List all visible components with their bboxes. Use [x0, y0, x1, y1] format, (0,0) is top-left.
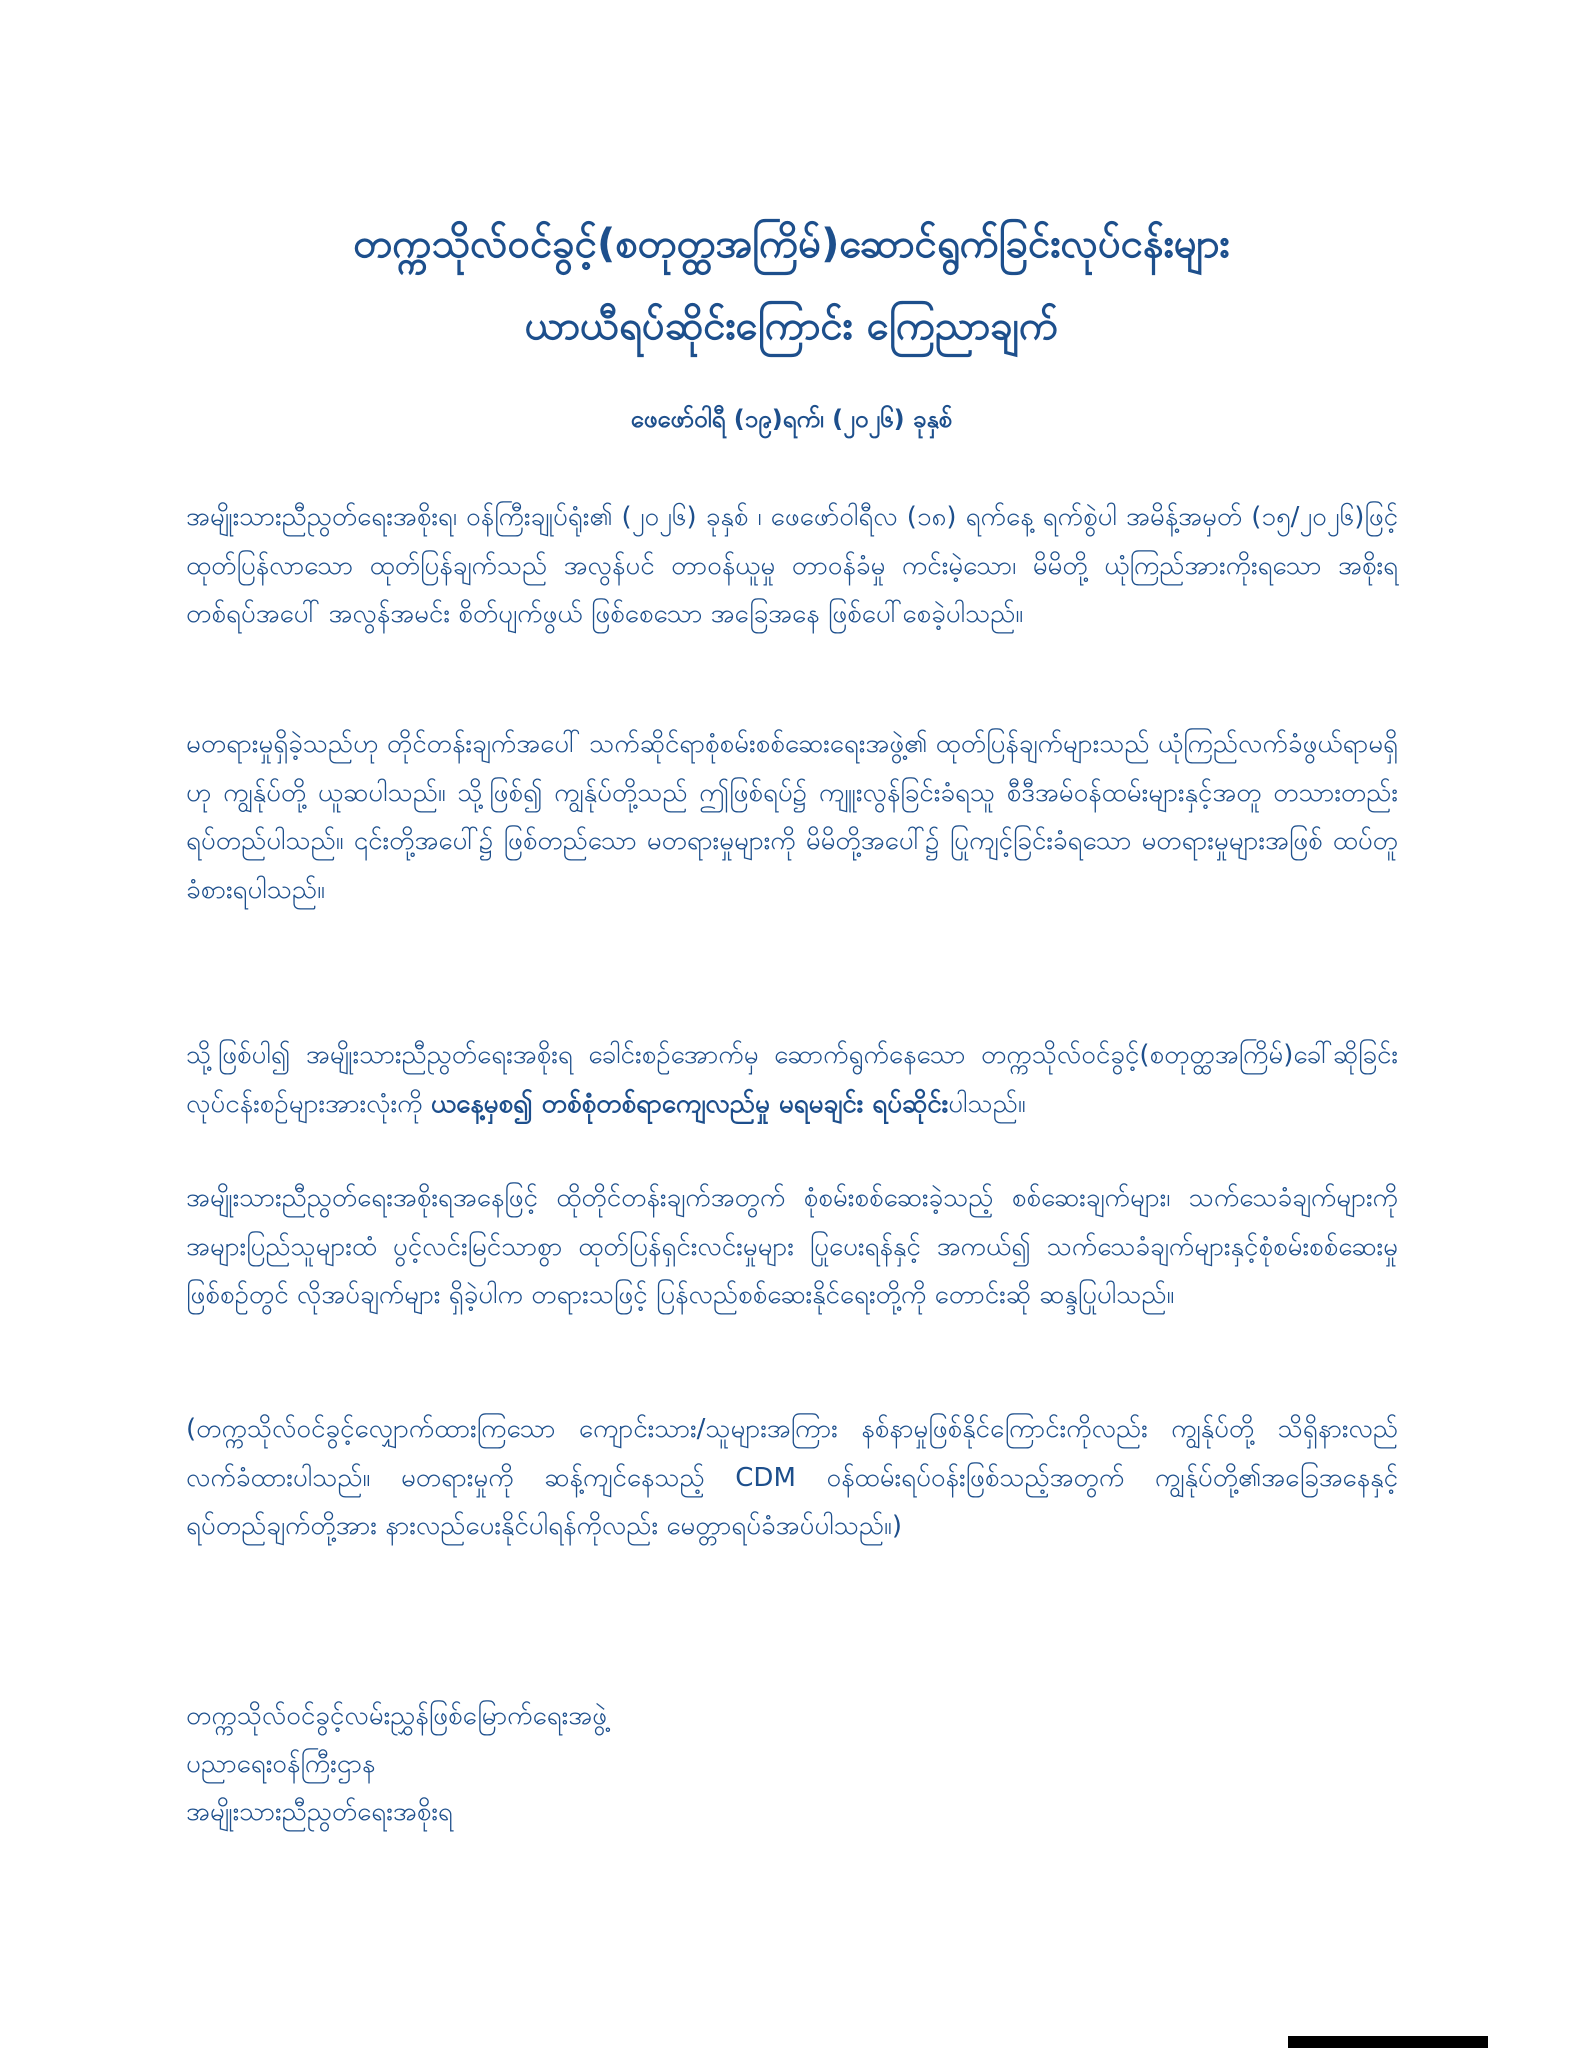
paragraph-3 — [186, 1031, 1398, 1128]
paragraph-2: မတရားမှုရှိခဲ့သည်ဟု တိုင်တန်းချက်အပေါ် သက်ဆိုင်ရာစုံစမ်းစစ်ဆေးရေးအဖွဲ့၏ ထုတ်ပြန်ချက်များသည် ယုံကြည်လက်ခံဖွယ်ရာမရှိဟု ကျွန်ုပ်တို့ ယူဆပါသည်။ သို့ဖြစ်၍ ကျွန်ုပ်တို့သည် ဤဖြစ်ရပ်၌ ကျူးလွန်ခြင်းခံရသူ စီဒီအမ်ဝန်ထမ်းများနှင့်အတူ တသားတည်း ရပ်တည်ပါသည်။ ၎င်းတို့အပေါ်၌ ဖြစ်တည်သော မတရားမှုများကို မိမိတို့အပေါ်၌ ပြုကျင့်ခြင်းခံရသော မတရားမှုများအဖြစ် ထပ်တူခံစားရပါသည်။ — [186, 729, 1398, 905]
paragraph-3-text-a: သို့ဖြစ်ပါ၍ အမျိုးသားညီညွတ်ရေးအစိုးရ ခေါင်းစဉ်အောက်မှ ဆောက်ရွက်နေသော တက္ကသိုလ်ဝင်ခွင့်(စတုတ္ထအကြိမ်)ခေါ်ဆိုခြင်း လုပ်ငန်းစဉ်များအားလုံးကို — [186, 1040, 1398, 1119]
paragraph-4: အမျိုးသားညီညွတ်ရေးအစိုးရအနေဖြင့် ထိုတိုင်တန်းချက်အတွက် စုံစမ်းစစ်ဆေးခဲ့သည့် စစ်ဆေးချက်များ၊ သက်သေခံချက်များကို အများပြည်သူများထံ ပွင့်လင်းမြင်သာစွာ ထုတ်ပြန်ရှင်းလင်းမှုများ ပြုပေးရန်နှင့် အကယ်၍ သက်သေခံချက်များနှင့်စုံစမ်းစစ်ဆေးမှုဖြစ်စဉ်တွင် လိုအပ်ချက်များ ရှိခဲ့ပါက တရားသဖြင့် ပြန်လည်စစ်ဆေးနိုင်ရေးတို့ကို တောင်းဆို ဆန္ဒပြုပါသည်။ — [186, 1183, 1398, 1310]
paragraph-1: အမျိုးသားညီညွတ်ရေးအစိုးရ၊ ဝန်ကြီးချုပ်ရုံး၏ (၂၀၂၆) ခုနှစ် ၊ ဖေဖော်ဝါရီလ (၁၈) ရက်နေ့ ရက်စွဲပါ အမိန့်အမှတ် (၁၅/၂၀၂၆)ဖြင့် ထုတ်ပြန်လာသော ထုတ်ပြန်ချက်သည် အလွန်ပင် တာဝန်ယူမှု တာဝန်ခံမှု ကင်းမဲ့သော၊ မိမိတို့ ယုံကြည်အားကိုးရသော အစိုးရတစ်ရပ်အပေါ် အလွန်အမင်း စိတ်ပျက်ဖွယ် ဖြစ်စေသော အခြေအနေ ဖြစ်ပေါ်စေခဲ့ပါသည်။ — [186, 502, 1398, 629]
footer-bar — [1288, 2036, 1488, 2048]
title-line-2: ယာယီရပ်ဆိုင်းကြောင်း ကြေညာချက် — [524, 303, 1059, 349]
signature-line-1: တက္ကသိုလ်ဝင်ခွင့်လမ်းညွှန်ဖြစ်မြောက်ရေးအဖွဲ့ — [186, 1701, 607, 1731]
announcement-date: ဖေဖော်ဝါရီ (၁၉)ရက်၊ (၂၀၂၆) ခုနှစ် — [630, 405, 953, 433]
signature-line-3: အမျိုးသားညီညွတ်ရေးအစိုးရ — [186, 1797, 453, 1827]
paragraph-3-bold-text: ယနေ့မှစ၍ တစ်စုံတစ်ရာကျေလည်မှု မရမချင်း ရပ်ဆိုင်း — [430, 1088, 949, 1119]
signature-line-2: ပညာရေးဝန်ကြီးဌာန — [186, 1749, 376, 1779]
title-line-1: တက္ကသိုလ်ဝင်ခွင့်(စတုတ္ထအကြိမ်)ဆောင်ရွက်ခြင်းလုပ်ငန်းများ — [353, 221, 1230, 267]
paragraph-3-text-b: ပါသည်။ — [948, 1088, 1026, 1119]
paragraph-5: (တက္ကသိုလ်ဝင်ခွင့်လျှောက်ထားကြသော ကျောင်းသား/သူများအကြား နစ်နာမှုဖြစ်နိုင်ကြောင်းကိုလည်း ကျွန်ုပ်တို့ သိရှိနားလည်လက်ခံထားပါသည်။ မတရားမှုကို ဆန့်ကျင်နေသည့် CDM ဝန်ထမ်းရပ်ဝန်းဖြစ်သည့်အတွက် ကျွန်ုပ်တို့၏အခြေအနေနှင့် ရပ်တည်ချက်တို့အား နားလည်ပေးနိုင်ပါရန်ကိုလည်း မေတ္တာရပ်ခံအပ်ပါသည်။) — [186, 1414, 1398, 1541]
signature-block — [186, 1692, 1086, 1836]
